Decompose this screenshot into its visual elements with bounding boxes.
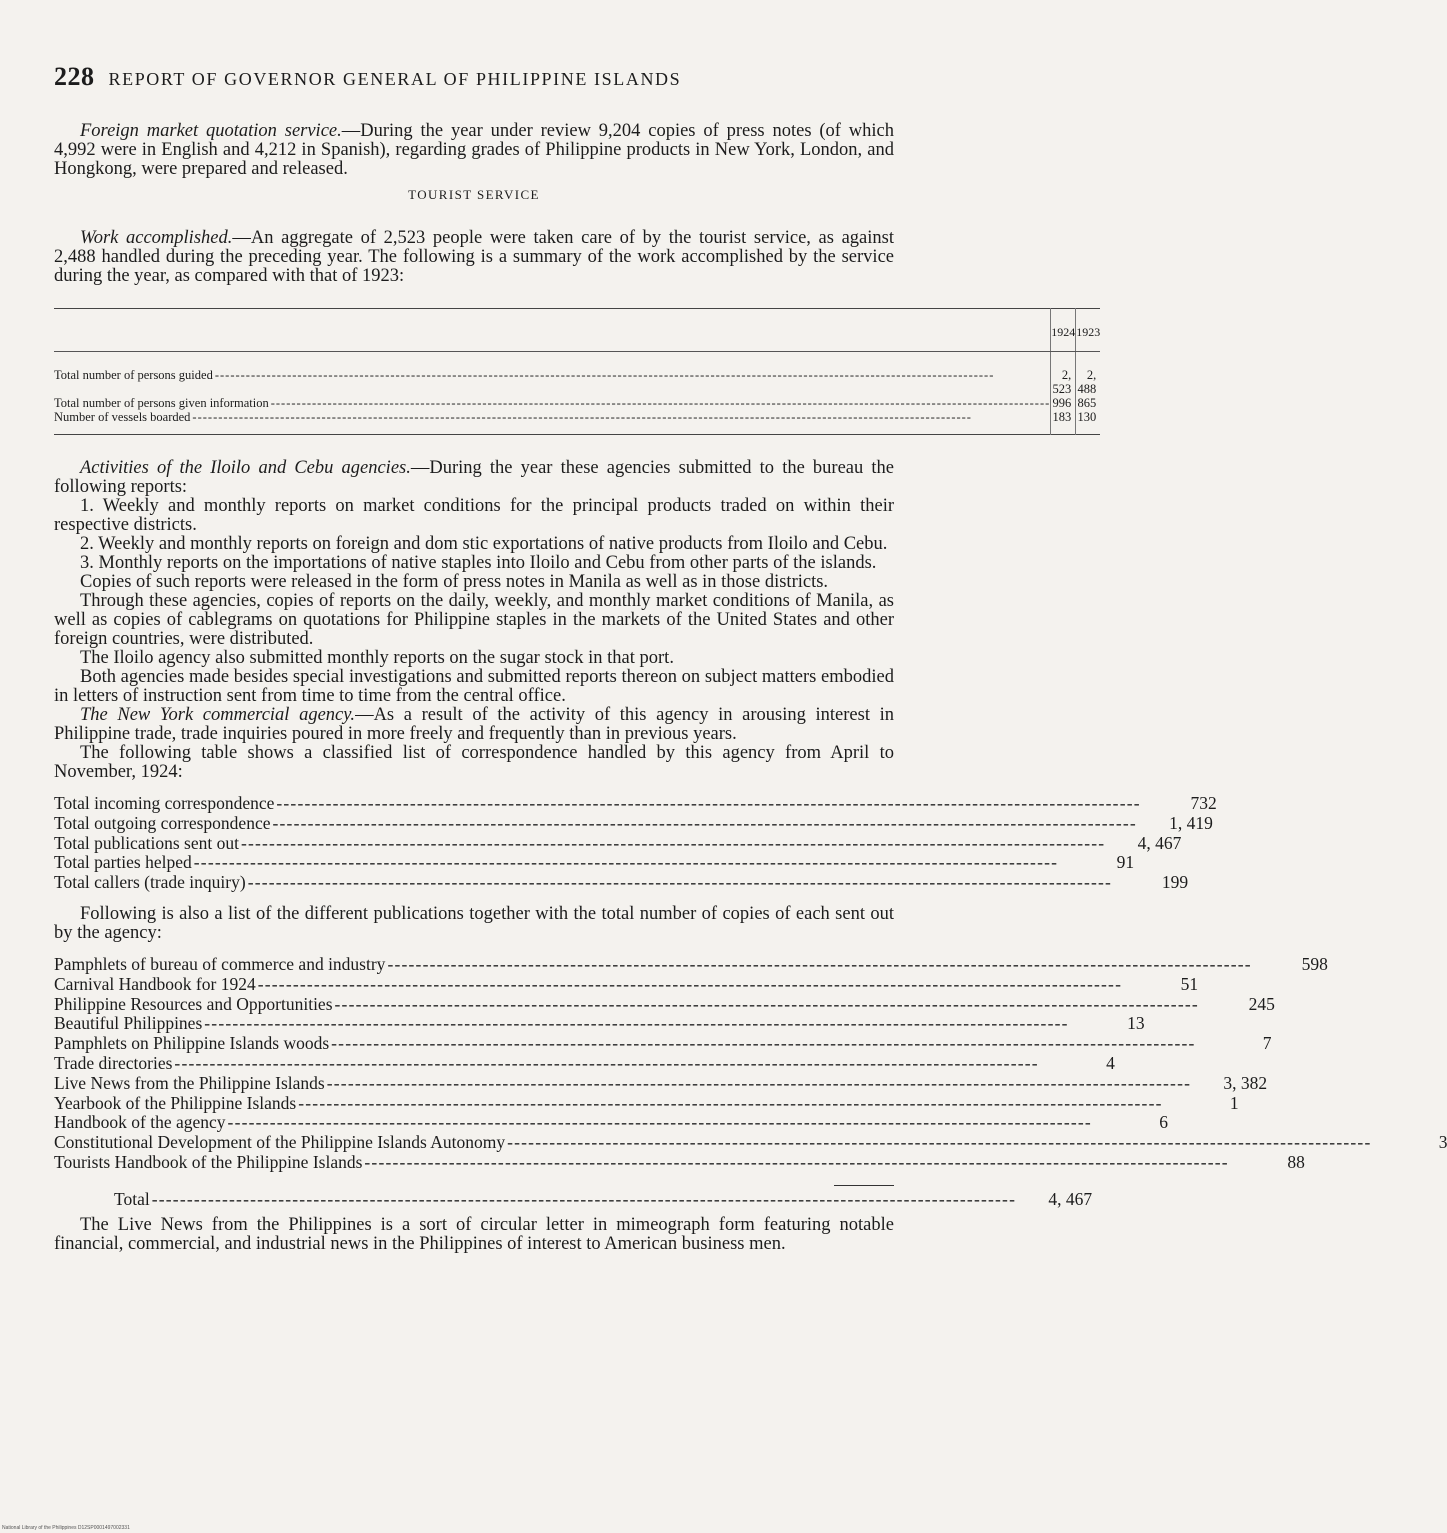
dot-leader [331, 1034, 1195, 1054]
paragraph-lead: Foreign market quotation service. [80, 121, 342, 141]
list-item [54, 1112, 1168, 1133]
scan-footer: National Library of the Philippines D12SP0001497002331 [2, 1525, 130, 1531]
list-item [54, 1013, 1145, 1034]
item-label: Total parties helped [54, 852, 192, 873]
item-value: 199 [1161, 872, 1189, 893]
item-label: Yearbook of the Philippine Islands [54, 1092, 297, 1113]
list-item [54, 1052, 1115, 1074]
dot-leader [364, 1153, 1228, 1173]
correspondence-list [54, 793, 1217, 893]
dot-leader [194, 853, 1058, 873]
list-item [54, 1033, 1272, 1054]
item-label: Constitutional Development of the Philippine Islands Autonomy [54, 1132, 506, 1153]
total-row [114, 1188, 1093, 1210]
total-value: 4, 467 [1048, 1188, 1093, 1209]
item-label: Beautiful Philippines [54, 1013, 203, 1034]
table-header-1923: 1923 [1076, 309, 1101, 352]
list-item [54, 872, 1189, 893]
paragraph-body: —During the year these agencies submitted to the bureau the following reports: [54, 458, 894, 497]
list-item [54, 1092, 1239, 1114]
tourist-service-table [54, 308, 1100, 435]
table-row [54, 396, 1100, 410]
item-value: 7 [1262, 1033, 1272, 1054]
dot-leader [204, 1014, 1068, 1034]
dot-leader [327, 1074, 1191, 1094]
row-label: Total number of persons given information [54, 396, 269, 410]
item-value: 6 [1159, 1112, 1168, 1133]
cell-1923: 2, 488 [1076, 352, 1101, 397]
item-label: Tourists Handbook of the Philippine Islands [54, 1151, 363, 1172]
paragraph-lead: Activities of the Iloilo and Cebu agencies. [80, 458, 411, 478]
list-item [54, 1132, 1447, 1153]
publications-total [54, 1188, 1093, 1210]
dot-leader [335, 995, 1199, 1015]
dot-leader [298, 1094, 1162, 1114]
paragraph-new-york [54, 706, 894, 744]
item-value: 3, 382 [1223, 1072, 1268, 1093]
dot-leader [248, 873, 1112, 893]
dot-leader [192, 410, 1050, 424]
list-item [54, 832, 1182, 854]
dot-leader [174, 1054, 1038, 1074]
cell-1924: 996 [1051, 396, 1076, 410]
paragraph-both: Both agencies made besides special investigations and submitted reports thereon on subject matters embodied in letters of instruction sent from time to time from the central office. [54, 667, 894, 706]
item-value: 4, 467 [1137, 832, 1182, 853]
paragraph-lead: Work accomplished. [80, 228, 233, 248]
paragraph-item-2: 2. Weekly and monthly reports on foreign and dom stic exportations of native products from Iloilo and Cebu. [80, 534, 888, 554]
dot-leader [241, 834, 1105, 854]
list-item [54, 953, 1328, 975]
page-number: 228 [54, 62, 95, 91]
list-item [54, 973, 1199, 995]
dot-leader [387, 955, 1251, 975]
document-page [54, 62, 1447, 1254]
item-value: 51 [1180, 973, 1199, 994]
paragraph-item-3: 3. Monthly reports on the importations of native staples into Iloilo and Cebu from other parts of the islands. [80, 553, 877, 573]
running-head-title: REPORT OF GOVERNOR GENERAL OF PHILIPPINE ISLANDS [108, 69, 682, 89]
item-label: Handbook of the agency [54, 1112, 226, 1133]
list-item [54, 993, 1275, 1015]
table-header-blank [54, 309, 1051, 352]
paragraph-live-news: The Live News from the Philippines is a sort of circular letter in mimeograph form featuring notable financial, commercial, and industrial news in the Philippines of interest to American business men. [54, 1214, 894, 1254]
item-value: 1, 419 [1169, 812, 1213, 833]
dot-leader [152, 1190, 1016, 1210]
item-value: 3 [1438, 1132, 1447, 1153]
section-heading-tourist: TOURIST SERVICE [408, 187, 540, 202]
paragraph-body: —As a result of the activity of this agency in arousing interest in Philippine trade, trade inquiries poured in more freely and frequently than in previous years. [54, 705, 894, 744]
publications-list [54, 953, 1447, 1173]
dot-leader [215, 368, 1050, 382]
item-label: Philippine Resources and Opportunities [54, 993, 333, 1014]
item-value: 245 [1248, 993, 1275, 1014]
dot-leader [228, 1113, 1092, 1133]
cell-1923: 130 [1076, 410, 1101, 435]
item-value: 4 [1106, 1052, 1115, 1073]
item-value: 13 [1127, 1013, 1145, 1034]
cell-1923: 865 [1076, 396, 1101, 410]
total-label: Total [114, 1188, 150, 1209]
paragraph-lead: The New York commercial agency. [80, 705, 356, 725]
row-label: Number of vessels boarded [54, 410, 191, 424]
list-item [54, 812, 1213, 834]
cell-1924: 183 [1051, 410, 1076, 435]
list-item [54, 1072, 1268, 1094]
dot-leader [273, 814, 1137, 834]
item-label: Carnival Handbook for 1924 [54, 973, 256, 994]
item-value: 91 [1116, 852, 1135, 873]
item-label: Total incoming correspondence [54, 793, 275, 813]
list-item [54, 1151, 1305, 1173]
list-item [54, 852, 1135, 873]
paragraph-item-1: 1. Weekly and monthly reports on market conditions for the principal products traded on within their respective districts. [54, 496, 894, 535]
item-label: Pamphlets of bureau of commerce and industry [54, 953, 386, 974]
cell-1924: 2, 523 [1051, 352, 1076, 397]
table-header-1924: 1924 [1051, 309, 1076, 352]
paragraph-body: —During the year under review 9,204 copies of press notes (of which 4,992 were in English and 4,212 in Spanish), regarding grades of Philippine products in New York, London, and Hongkong, were prepared and released. [54, 121, 894, 179]
item-value: 598 [1301, 953, 1328, 974]
row-label: Total number of persons guided [54, 368, 213, 382]
list-item [54, 793, 1217, 814]
total-rule [834, 1185, 894, 1186]
paragraph-iloilo: The Iloilo agency also submitted monthly reports on the sugar stock in that port. [80, 648, 674, 668]
paragraph-body: —An aggregate of 2,523 people were taken care of by the tourist service, as against 2,488 handled during the preceding year. The following is a summary of the work accomplished by the service during the year, as compared with that of 1923: [54, 228, 894, 286]
item-value: 1 [1229, 1092, 1239, 1113]
paragraph-through: Through these agencies, copies of reports on the daily, weekly, and monthly market conditions of Manila, as well as copies of cablegrams on quotations for Philippine staples in the markets of the United States and other foreign countries, were distributed. [54, 591, 894, 649]
paragraph-foreign-market [54, 122, 894, 179]
item-value: 732 [1190, 793, 1217, 813]
table-row [54, 410, 1100, 435]
paragraph-activities [54, 459, 894, 497]
item-value: 88 [1287, 1151, 1305, 1172]
paragraph-following-list: Following is also a list of the different publications together with the total number of copies of each sent out by the agency: [54, 903, 894, 943]
dot-leader [271, 396, 1051, 410]
item-label: Pamphlets on Philippine Islands woods [54, 1033, 330, 1054]
item-label: Live News from the Philippine Islands [54, 1072, 325, 1093]
dot-leader [507, 1133, 1371, 1153]
paragraph-copies: Copies of such reports were released in the form of press notes in Manila as well as in those districts. [80, 572, 829, 592]
paragraph-work-accomplished [54, 229, 894, 286]
item-label: Trade directories [54, 1052, 173, 1073]
table-row [54, 352, 1100, 397]
dot-leader [276, 794, 1140, 814]
item-label: Total outgoing correspondence [54, 812, 271, 833]
item-label: Total publications sent out [54, 832, 239, 853]
running-head [54, 62, 894, 92]
paragraph-following-table: The following table shows a classified list of correspondence handled by this agency from April to November, 1924: [54, 743, 894, 782]
item-label: Total callers (trade inquiry) [54, 872, 246, 893]
dot-leader [258, 975, 1122, 995]
